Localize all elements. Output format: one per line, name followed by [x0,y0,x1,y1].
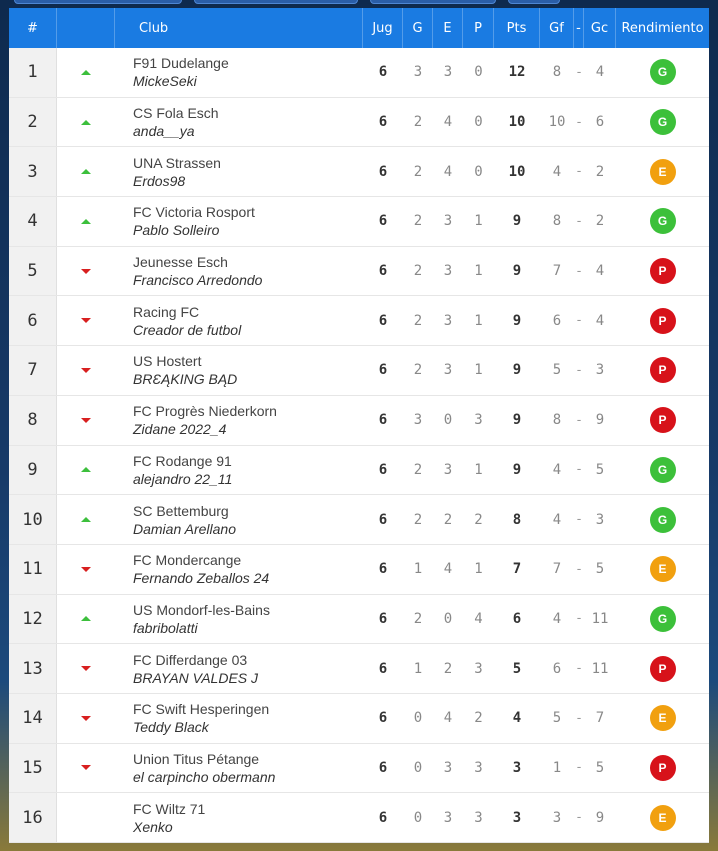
goals-separator: - [575,64,583,80]
losses: 1 [474,312,483,329]
form-cell [616,346,709,395]
trend-up-icon [81,169,91,174]
manager-name[interactable]: fabribolatti [133,619,198,636]
form-cell [616,247,709,296]
position: 16 [9,793,57,842]
table-row[interactable] [9,98,709,148]
played: 6 [378,412,388,429]
draws: 0 [443,610,453,627]
club-name[interactable]: FC Progrès Niederkorn [133,403,277,420]
goals-for: 5 [552,362,562,379]
goals-for: 8 [552,213,562,230]
goals-for: 5 [552,710,562,727]
losses: 3 [474,660,483,677]
form-cell [616,744,709,793]
goals-separator: - [575,164,583,180]
draws: 0 [443,412,453,429]
position: 2 [9,98,57,147]
draws: 3 [443,64,453,81]
goals-against: 4 [595,64,605,81]
form-badge: E [650,805,676,831]
form-cell [616,495,709,544]
position: 3 [9,147,57,196]
trend [57,147,115,196]
played: 6 [378,114,388,131]
losses: 4 [474,610,483,627]
goals-separator: - [575,561,583,577]
draws: 2 [443,660,453,677]
goals-for: 4 [552,461,562,478]
played: 6 [378,809,388,826]
table-row[interactable] [9,48,709,98]
position: 11 [9,545,57,594]
form-cell [616,396,709,445]
form-cell [616,793,709,842]
goals-against: 4 [595,263,605,280]
played: 6 [378,461,388,478]
wins: 2 [413,263,423,280]
goals-against: 11 [591,610,609,627]
club-cell[interactable] [115,147,363,196]
manager-name[interactable]: Teddy Black [133,719,209,736]
goals-for: 8 [552,412,562,429]
points: 9 [512,213,522,230]
club-name[interactable]: US Mondorf-les-Bains [133,601,270,618]
manager-name[interactable]: Xenko [133,818,173,835]
losses: 2 [474,511,483,528]
losses: 1 [474,362,483,379]
draws: 3 [443,461,453,478]
trend-down-icon [81,765,91,770]
position: 14 [9,694,57,743]
losses: 3 [474,412,483,429]
trend-down-icon [81,269,91,274]
position: 9 [9,446,57,495]
trend [57,98,115,147]
wins: 0 [413,809,423,826]
goals-for: 8 [552,64,562,81]
table-row[interactable] [9,644,709,694]
club-cell[interactable] [115,744,363,793]
form-cell [616,595,709,644]
trend-down-icon [81,368,91,373]
goals-against: 5 [595,561,605,578]
club-cell[interactable] [115,446,363,495]
goals-separator: - [575,760,583,776]
goals-against: 7 [595,710,605,727]
top-tabs [0,0,718,8]
goals-separator: - [575,810,583,826]
form-badge: P [650,755,676,781]
draws: 3 [443,312,453,329]
form-cell [616,694,709,743]
trend [57,346,115,395]
trend-up-icon [81,219,91,224]
points: 8 [512,511,522,528]
club-cell[interactable] [115,595,363,644]
club-cell[interactable] [115,694,363,743]
points: 9 [512,461,522,478]
goals-separator: - [575,362,583,378]
manager-name[interactable]: Creador de futbol [133,321,242,338]
played: 6 [378,759,388,776]
manager-name[interactable]: el carpincho obermann [133,768,276,785]
trend [57,495,115,544]
club-cell[interactable] [115,495,363,544]
goals-separator: - [575,263,583,279]
points: 9 [512,312,522,329]
losses: 3 [474,809,483,826]
points: 10 [508,163,526,180]
losses: 1 [474,263,483,280]
draws: 4 [443,163,453,180]
club-name[interactable]: UNA Strassen [133,154,221,171]
position: 7 [9,346,57,395]
header-g[interactable]: G [403,8,433,48]
goals-separator: - [575,412,583,428]
form-badge: G [650,59,676,85]
points: 6 [512,610,522,627]
goals-for: 7 [552,263,562,280]
goals-against: 3 [595,511,605,528]
trend-up-icon [81,616,91,621]
points: 12 [508,64,526,81]
form-badge: P [650,656,676,682]
manager-name[interactable]: Zidane 2022_4 [133,421,227,438]
header-trend [57,8,115,48]
form-badge: G [650,507,676,533]
trend [57,694,115,743]
form-badge: G [650,457,676,483]
club-name[interactable]: FC Rodange 91 [133,452,232,469]
draws: 4 [443,710,453,727]
form-cell [616,48,709,97]
goals-against: 9 [595,809,605,826]
wins: 0 [413,710,423,727]
goals-separator: - [575,661,583,677]
played: 6 [378,64,388,81]
club-cell[interactable] [115,247,363,296]
form-badge: E [650,705,676,731]
table-row[interactable] [9,396,709,446]
manager-name[interactable]: BRƐĄKING BĄD [133,371,238,388]
wins: 2 [413,312,423,329]
goals-separator: - [575,462,583,478]
trend [57,296,115,345]
club-name[interactable]: SC Bettemburg [133,502,229,519]
played: 6 [378,163,388,180]
points: 9 [512,263,522,280]
table-header [9,8,709,48]
played: 6 [378,710,388,727]
goals-against: 3 [595,362,605,379]
form-cell [616,147,709,196]
draws: 3 [443,809,453,826]
draws: 3 [443,362,453,379]
goals-against: 5 [595,461,605,478]
club-cell[interactable] [115,396,363,445]
position: 15 [9,744,57,793]
club-cell[interactable] [115,98,363,147]
table-row[interactable] [9,694,709,744]
header-pos[interactable]: # [9,8,57,48]
wins: 2 [413,163,423,180]
table-row[interactable] [9,197,709,247]
club-name[interactable]: Union Titus Pétange [133,750,260,767]
played: 6 [378,312,388,329]
tab-2[interactable] [194,0,358,4]
trend-up-icon [81,70,91,75]
wins: 2 [413,213,423,230]
wins: 0 [413,759,423,776]
manager-name[interactable]: anda__ya [133,123,195,140]
club-cell[interactable] [115,296,363,345]
header-sep: - [574,8,584,48]
header-rendimiento[interactable]: Rendimiento [621,20,704,36]
goals-against: 6 [595,114,605,131]
position: 1 [9,48,57,97]
goals-against: 11 [591,660,609,677]
losses: 1 [474,213,483,230]
trend-up-icon [81,467,91,472]
draws: 3 [443,263,453,280]
trend [57,396,115,445]
club-cell[interactable] [115,545,363,594]
wins: 2 [413,362,423,379]
club-cell[interactable] [115,644,363,693]
table-row[interactable] [9,595,709,645]
manager-name[interactable]: Erdos98 [133,172,186,189]
trend [57,744,115,793]
club-name[interactable]: US Hostert [133,353,202,370]
club-name[interactable]: FC Victoria Rosport [133,204,255,221]
losses: 0 [474,114,483,131]
table-row[interactable] [9,744,709,794]
losses: 1 [474,561,483,578]
form-badge: P [650,258,676,284]
form-badge: G [650,208,676,234]
goals-against: 9 [595,412,605,429]
wins: 3 [413,64,423,81]
club-cell[interactable] [115,197,363,246]
goals-for: 10 [548,114,566,131]
draws: 3 [443,213,453,230]
played: 6 [378,213,388,230]
table-row[interactable] [9,495,709,545]
trend [57,48,115,97]
form-cell [616,296,709,345]
points: 4 [512,710,522,727]
position: 5 [9,247,57,296]
points: 9 [512,412,522,429]
goals-separator: - [575,512,583,528]
table-row[interactable] [9,545,709,595]
table-row[interactable] [9,247,709,297]
header-club[interactable]: Club [115,8,363,48]
played: 6 [378,610,388,627]
club-name[interactable]: Jeunesse Esch [133,254,228,271]
draws: 4 [443,114,453,131]
club-name[interactable]: F91 Dudelange [133,55,229,72]
form-cell [616,644,709,693]
club-name[interactable]: CS Fola Esch [133,105,219,122]
club-name[interactable]: FC Mondercange [133,552,242,569]
table-row[interactable] [9,446,709,496]
losses: 2 [474,710,483,727]
form-cell [616,98,709,147]
position: 10 [9,495,57,544]
wins: 1 [413,561,423,578]
points: 10 [508,114,526,131]
table-row[interactable] [9,147,709,197]
goals-against: 2 [595,213,605,230]
losses: 3 [474,759,483,776]
trend-up-icon [81,517,91,522]
position: 13 [9,644,57,693]
header-jug[interactable]: Jug [363,8,403,48]
points: 7 [512,561,522,578]
club-name[interactable]: FC Wiltz 71 [133,800,206,817]
club-cell[interactable] [115,793,363,842]
club-name[interactable]: FC Differdange 03 [133,651,248,668]
form-badge: G [650,109,676,135]
club-name[interactable]: FC Swift Hesperingen [133,701,270,718]
club-cell[interactable] [115,346,363,395]
manager-name[interactable]: Damian Arellano [133,520,236,537]
played: 6 [378,263,388,280]
goals-for: 6 [552,312,562,329]
form-badge: E [650,556,676,582]
form-badge: E [650,159,676,185]
tab-1[interactable] [14,0,182,4]
losses: 0 [474,64,483,81]
trend [57,446,115,495]
wins: 3 [413,412,423,429]
header-p[interactable]: P [463,8,494,48]
wins: 2 [413,461,423,478]
position: 6 [9,296,57,345]
goals-for: 4 [552,163,562,180]
goals-against: 2 [595,163,605,180]
draws: 4 [443,561,453,578]
table-body [9,48,709,843]
table-row[interactable] [9,346,709,396]
manager-name[interactable]: MickeSeki [133,73,197,90]
club-cell[interactable] [115,48,363,97]
draws: 3 [443,759,453,776]
wins: 2 [413,610,423,627]
goals-for: 7 [552,561,562,578]
goals-against: 4 [595,312,605,329]
manager-name[interactable]: Pablo Solleiro [133,222,220,239]
form-badge: G [650,606,676,632]
draws: 2 [443,511,453,528]
goals-for: 6 [552,660,562,677]
form-cell [616,197,709,246]
goals-separator: - [575,213,583,229]
goals-separator: - [575,114,583,130]
goals-separator: - [575,710,583,726]
manager-name[interactable]: Fernando Zeballos 24 [133,570,270,587]
goals-for: 4 [552,610,562,627]
manager-name[interactable]: BRAYAN VALDES J [133,669,259,686]
header-pts[interactable]: Pts [494,8,540,48]
form-badge: P [650,407,676,433]
points: 9 [512,362,522,379]
wins: 1 [413,660,423,677]
goals-for: 1 [552,759,562,776]
trend-down-icon [81,716,91,721]
manager-name[interactable]: alejandro 22_11 [133,470,233,487]
goals-against: 5 [595,759,605,776]
trend-down-icon [81,666,91,671]
trend-down-icon [81,567,91,572]
wins: 2 [413,114,423,131]
tab-3[interactable] [370,0,496,4]
trend [57,545,115,594]
losses: 1 [474,461,483,478]
trend [57,793,115,842]
played: 6 [378,561,388,578]
header-gf[interactable]: Gf [540,8,574,48]
form-cell [616,446,709,495]
table-row[interactable] [9,296,709,346]
played: 6 [378,511,388,528]
table-row[interactable] [9,793,709,843]
goals-for: 4 [552,511,562,528]
trend-up-icon [81,120,91,125]
club-name[interactable]: Racing FC [133,303,200,320]
trend [57,595,115,644]
losses: 0 [474,163,483,180]
trend-down-icon [81,318,91,323]
points: 5 [512,660,522,677]
played: 6 [378,660,388,677]
header-e[interactable]: E [433,8,463,48]
position: 8 [9,396,57,445]
trend [57,197,115,246]
manager-name[interactable]: Francisco Arredondo [133,272,263,289]
played: 6 [378,362,388,379]
trend [57,247,115,296]
goals-separator: - [575,313,583,329]
points: 3 [512,809,522,826]
wins: 2 [413,511,423,528]
form-badge: P [650,357,676,383]
standings-table [9,8,709,843]
form-cell [616,545,709,594]
tab-4[interactable] [508,0,560,4]
trend-down-icon [81,418,91,423]
position: 4 [9,197,57,246]
goals-separator: - [575,611,583,627]
position: 12 [9,595,57,644]
header-gc[interactable]: Gc [584,8,616,48]
points: 3 [512,759,522,776]
form-badge: P [650,308,676,334]
trend [57,644,115,693]
goals-for: 3 [552,809,562,826]
